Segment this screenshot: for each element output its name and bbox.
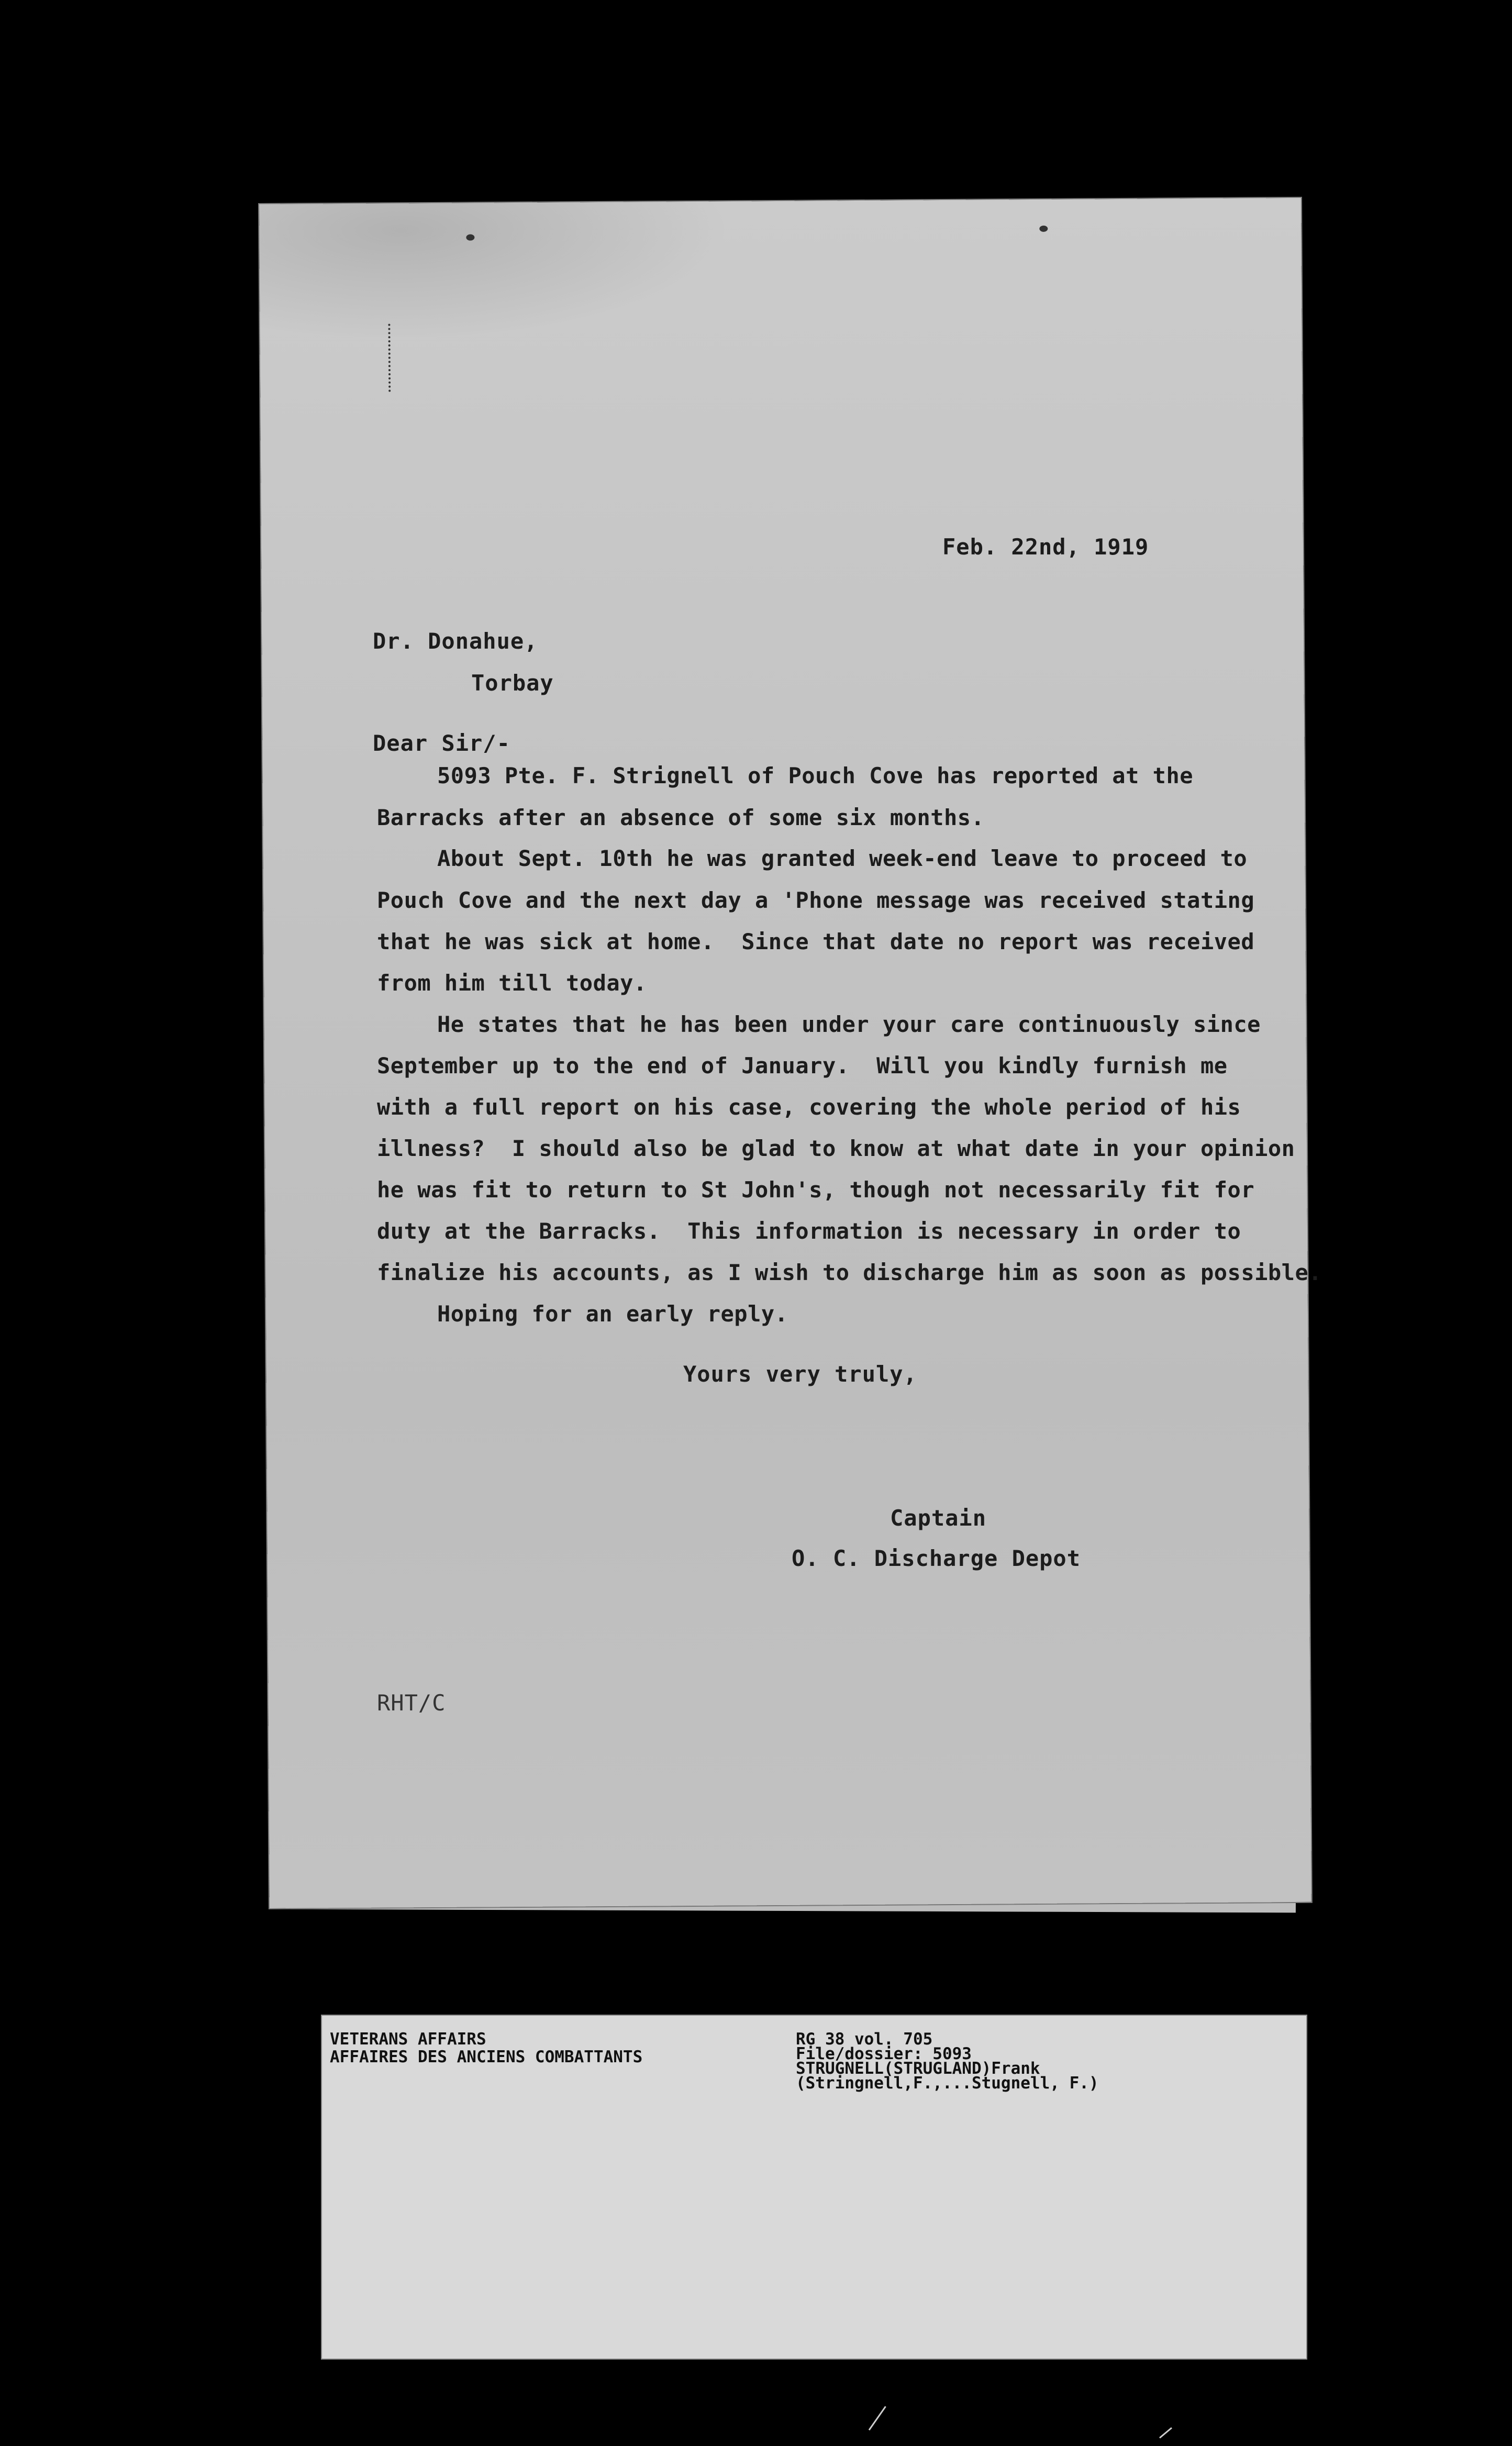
label-name: STRUGNELL(STRUGLAND)Frank [796,2059,1040,2078]
body-line: Barracks after an absence of some six months. [377,805,985,830]
body-line: September up to the end of January. Will you kindly furnish me [377,1053,1228,1079]
scan-artifact [869,2406,886,2431]
label-record-group: RG 38 vol. 705 [796,2030,933,2049]
body-line: duty at the Barracks. This information is necessary in order to [377,1218,1241,1244]
body-line: finalize his accounts, as I wish to discharge him as soon as possible. [377,1260,1322,1285]
label-aliases: (Stringnell,F.,...Stugnell, F.) [796,2074,1099,2093]
scan-artifact [1159,2427,1172,2439]
body-line: illness? I should also be glad to know at what date in your opinion [377,1136,1295,1161]
body-line: from him till today. [377,970,647,996]
body-line: About Sept. 10th he was granted week-end leave to proceed to [437,846,1248,871]
signature-title: O. C. Discharge Depot [792,1546,1081,1571]
label-department-fr: AFFAIRES DES ANCIENS COMBATTANTS [330,2048,643,2066]
body-line: Pouch Cove and the next day a 'Phone message was received stating [377,887,1255,913]
closing: Yours very truly, [683,1361,917,1387]
signature-rank: Captain [890,1505,987,1531]
salutation: Dear Sir/- [373,730,510,756]
punch-hole-left [466,234,474,240]
label-department-en: VETERANS AFFAIRS [330,2030,486,2049]
body-line: with a full report on his case, covering the whole period of his [377,1094,1241,1120]
paper-crease [259,202,731,340]
body-line: He states that he has been under your care continuously since [437,1011,1261,1037]
body-line: he was fit to return to St John's, though not necessarily fit for [377,1177,1255,1203]
letter-date: Feb. 22nd, 1919 [942,534,1149,560]
recipient-place: Torbay [471,670,554,696]
body-line: 5093 Pte. F. Strignell of Pouch Cove has reported at the [437,763,1194,788]
punch-hole-right [1039,226,1048,232]
body-line: that he was sick at home. Since that date no report was received [377,929,1255,954]
recipient-name: Dr. Donahue, [373,628,538,654]
staple-marks [388,324,393,392]
label-file-number: File/dossier: 5093 [796,2044,972,2063]
body-line: Hoping for an early reply. [437,1301,788,1327]
archive-label [322,2016,1306,2359]
reference-initials: RHT/C [377,1690,446,1716]
